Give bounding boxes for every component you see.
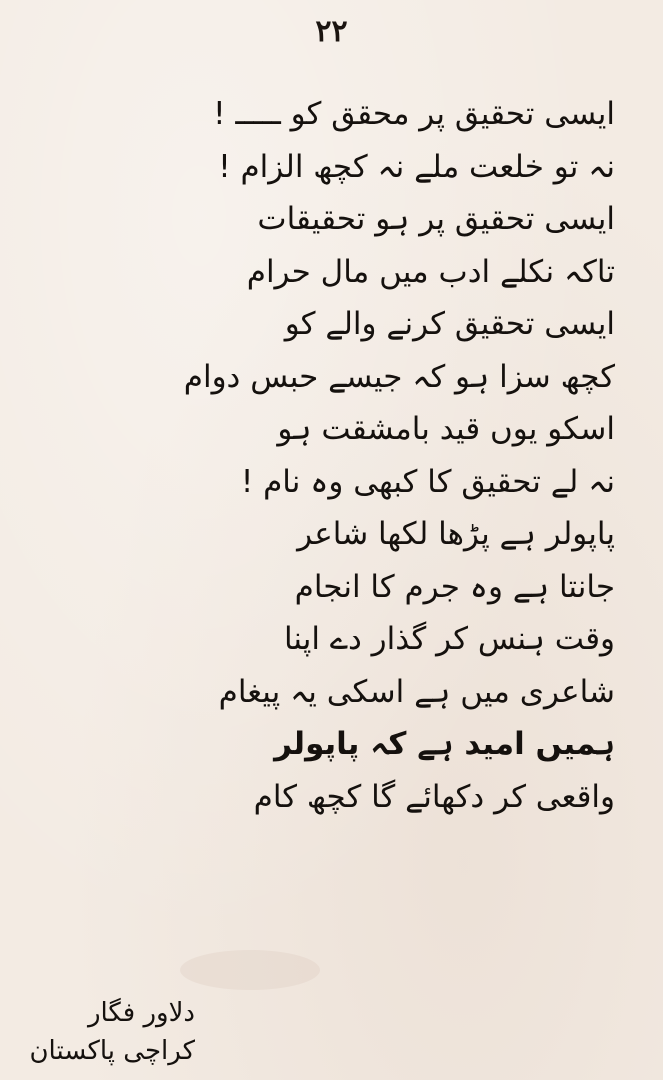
poem bbox=[183, 88, 615, 823]
poem-line: پاپولر ہے پڑھا لکھا شاعر bbox=[297, 516, 615, 552]
author-location: کراچی پاکستان bbox=[29, 1036, 195, 1066]
poem-line: جانتا ہے وہ جرم کا انجام bbox=[294, 568, 615, 605]
poem-line: ایسی تحقیق کرنے والے کو bbox=[284, 306, 615, 342]
poem-line: تاکہ نکلے ادب میں مال حرام bbox=[246, 253, 615, 290]
poem-line: نہ تو خلعت ملے نہ کچھ الزام ! bbox=[218, 148, 615, 185]
author-name: دلاور فگار bbox=[87, 998, 195, 1028]
poem-line: وقت ہنس کر گذار دے اپنا bbox=[283, 621, 615, 657]
poem-line: ایسی تحقیق پر ہو تحقیقات bbox=[257, 201, 615, 237]
poem-line: ہمیں امید ہے کہ پاپولر bbox=[274, 726, 615, 762]
page-number: ۲۲ bbox=[315, 14, 348, 49]
poem-line: کچھ سزا ہو کہ جیسے حبس دوام bbox=[183, 358, 615, 395]
paper-stain bbox=[180, 950, 320, 990]
poem-line: ایسی تحقیق پر محقق کو ـــــ ! bbox=[213, 96, 615, 132]
poem-line: واقعی کر دکھائے گا کچھ کام bbox=[253, 778, 615, 815]
poem-line: شاعری میں ہے اسکی یہ پیغام bbox=[218, 673, 615, 710]
author-signature bbox=[29, 994, 195, 1070]
poem-line: اسکو یوں قید بامشقت ہو bbox=[277, 411, 615, 447]
poem-line: نہ لے تحقیق کا کبھی وہ نام ! bbox=[240, 463, 615, 500]
